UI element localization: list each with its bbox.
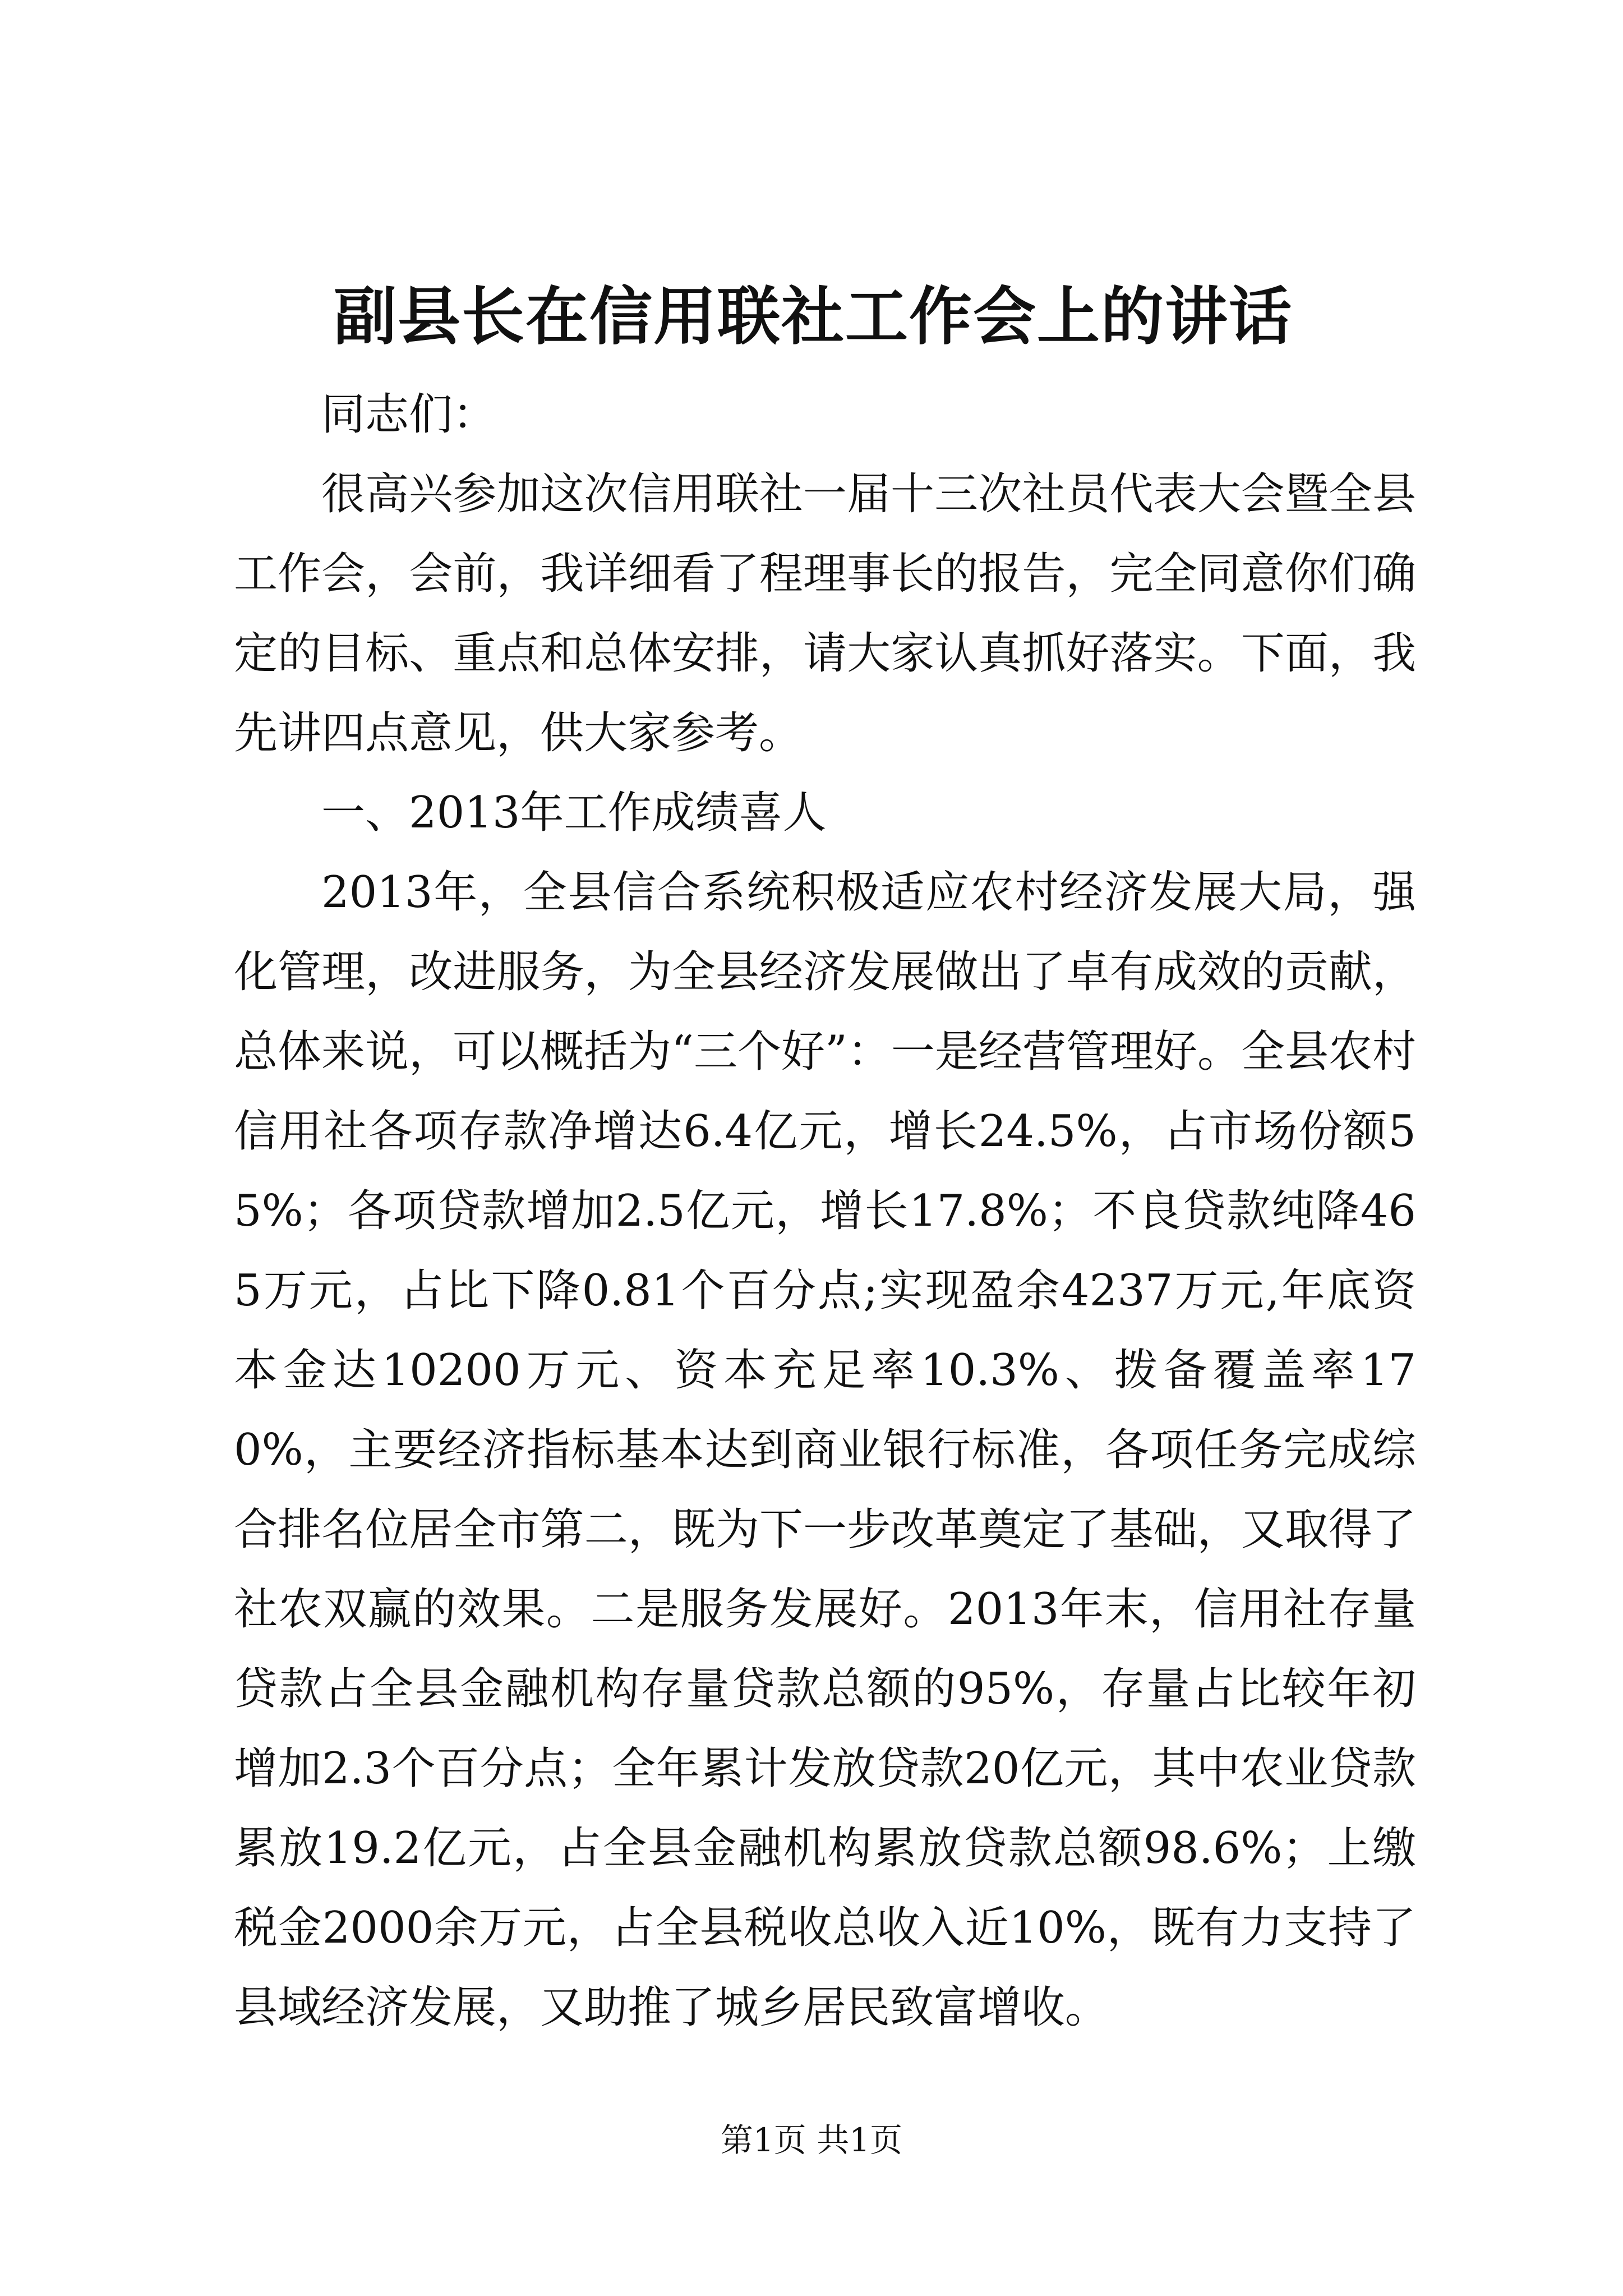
section-heading: 一、2013年工作成绩喜人 <box>321 788 827 838</box>
page-footer: 第1页 共1页 <box>720 2121 903 2159</box>
document-body <box>234 375 1416 2047</box>
salutation-paragraph: 同志们： <box>321 389 497 440</box>
achievements-paragraph: 2013年，全县信合系统积极适应农村经济发展大局，强化管理，改进服务，为全县经济发展做出了卓有成效的贡献，总体来说，可以概括为“三个好”：一是经营管理好。全县农村信用社各项存款净增达6.4亿元，增长24.5%，占市场份额55%；各项贷款增加2.5亿元，增长17.8%；不良贷款纯降465万元，占比下降0.81个百分点;实现盈余4237万元,年底资本金达10200万元、资本充足率10.3%、拨备覆盖率170%，主要经济指标基本达到商业银行标准，各项任务完成综合排名位居全市第二，既为下一步改革奠定了基础，又取得了社农双赢的效果。二是服务发展好。2013年末，信用社存量贷款占全县金融机构存量贷款总额的95%，存量占比较年初增加2.3个百分点；全年累计发放贷款20亿元，其中农业贷款累放19.2亿元，占全县金融机构累放贷款总额98.6%；上缴税金2000余万元，占全县税收总收入近10%，既有力支持了县域经济发展，又助推了城乡居民致富增收。 <box>234 867 1416 2033</box>
document-title: 副县长在信用联社工作会上的讲话 <box>334 280 1293 353</box>
opening-paragraph: 很高兴参加这次信用联社一届十三次社员代表大会暨全县工作会，会前，我详细看了程理事长的报告，完全同意你们确定的目标、重点和总体安排，请大家认真抓好落实。下面，我先讲四点意见，供大家参考。 <box>234 469 1416 758</box>
